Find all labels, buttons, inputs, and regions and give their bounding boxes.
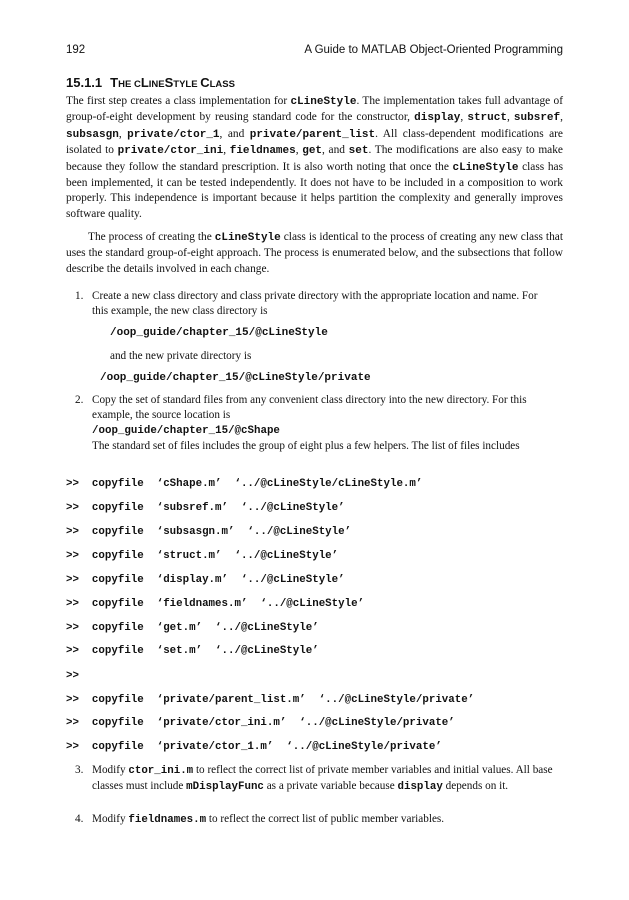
page-number: 192 (66, 44, 86, 56)
paragraph-2: The process of creating the cLineStyle class is identical to the process of creating any new class that uses the standard group-of-eight approach. The process is enumerated below, and the subsections that follow describe the details involved in each change. (66, 231, 563, 275)
command-line: >> copyfile ‘struct.m’ ‘../@cLineStyle’ (66, 550, 339, 562)
command-line: >> (66, 670, 79, 682)
command-line: >> copyfile ‘subsasgn.m’ ‘../@cLineStyle’ (66, 526, 352, 538)
private-dir-path: /oop_guide/chapter_15/@cLineStyle/private (100, 372, 371, 384)
step-2: 2. Copy the set of standard files from any convenient class directory into the new directory. For this example, the source location is /oop_guide/chapter_15/@cShape The standard set of files includes the group of eight plus a few helpers. The list of files includes (75, 394, 527, 452)
section-number: 15.1.1 (66, 75, 103, 90)
command-line: >> copyfile ‘subsref.m’ ‘../@cLineStyle’ (66, 502, 345, 514)
step-4: 4. Modify fieldnames.m to reflect the correct list of public member variables. (75, 813, 445, 826)
command-line: >> copyfile ‘private/ctor_ini.m’ ‘../@cLineStyle/private’ (66, 717, 455, 729)
step-3: 3. Modify ctor_ini.m to reflect the correct list of private member variables and initial values. All base classes must include mDisplayFunc as a private variable because display depends on it. (75, 764, 553, 793)
command-line: >> copyfile ‘set.m’ ‘../@cLineStyle’ (66, 645, 319, 657)
command-line: >> copyfile ‘cShape.m’ ‘../@cLineStyle/cLineStyle.m’ (66, 478, 423, 490)
command-line: >> copyfile ‘private/ctor_1.m’ ‘../@cLineStyle/private’ (66, 741, 442, 753)
section-heading: 15.1.1 THE CLINESTYLE CLASS (66, 75, 235, 90)
command-line: >> copyfile ‘display.m’ ‘../@cLineStyle’ (66, 574, 345, 586)
running-title: A Guide to MATLAB Object-Oriented Programming (304, 44, 563, 56)
command-line: >> copyfile ‘private/parent_list.m’ ‘../@cLineStyle/private’ (66, 694, 475, 706)
source-path: /oop_guide/chapter_15/@cShape (92, 425, 280, 437)
command-line: >> copyfile ‘fieldnames.m’ ‘../@cLineStyle’ (66, 598, 365, 610)
step-1-mid-text: and the new private directory is (110, 350, 252, 362)
paragraph-1: The first step creates a class implementation for cLineStyle. The implementation takes full advantage of group-of-eight development by reusing standard code for the constructor, display, struct, subsref, subsasgn, private/ctor_1, and private/parent_list. All class-dependent modifications are isolated to private/ctor_ini, fieldnames, get, and set. The modifications are also easy to make because they follow the standard prescription. It is also worth noting that once the cLineStyle class has been implemented, it can be tested independently. It does not have to be included in a composition to work properly. This independence is important because it helps partition the complexity and generally improves software quality. (66, 95, 564, 220)
command-line: >> copyfile ‘get.m’ ‘../@cLineStyle’ (66, 622, 319, 634)
class-dir-path: /oop_guide/chapter_15/@cLineStyle (110, 327, 328, 339)
step-1: 1. Create a new class directory and class private directory with the appropriate location and name. For this example, the new class directory is (75, 290, 538, 317)
